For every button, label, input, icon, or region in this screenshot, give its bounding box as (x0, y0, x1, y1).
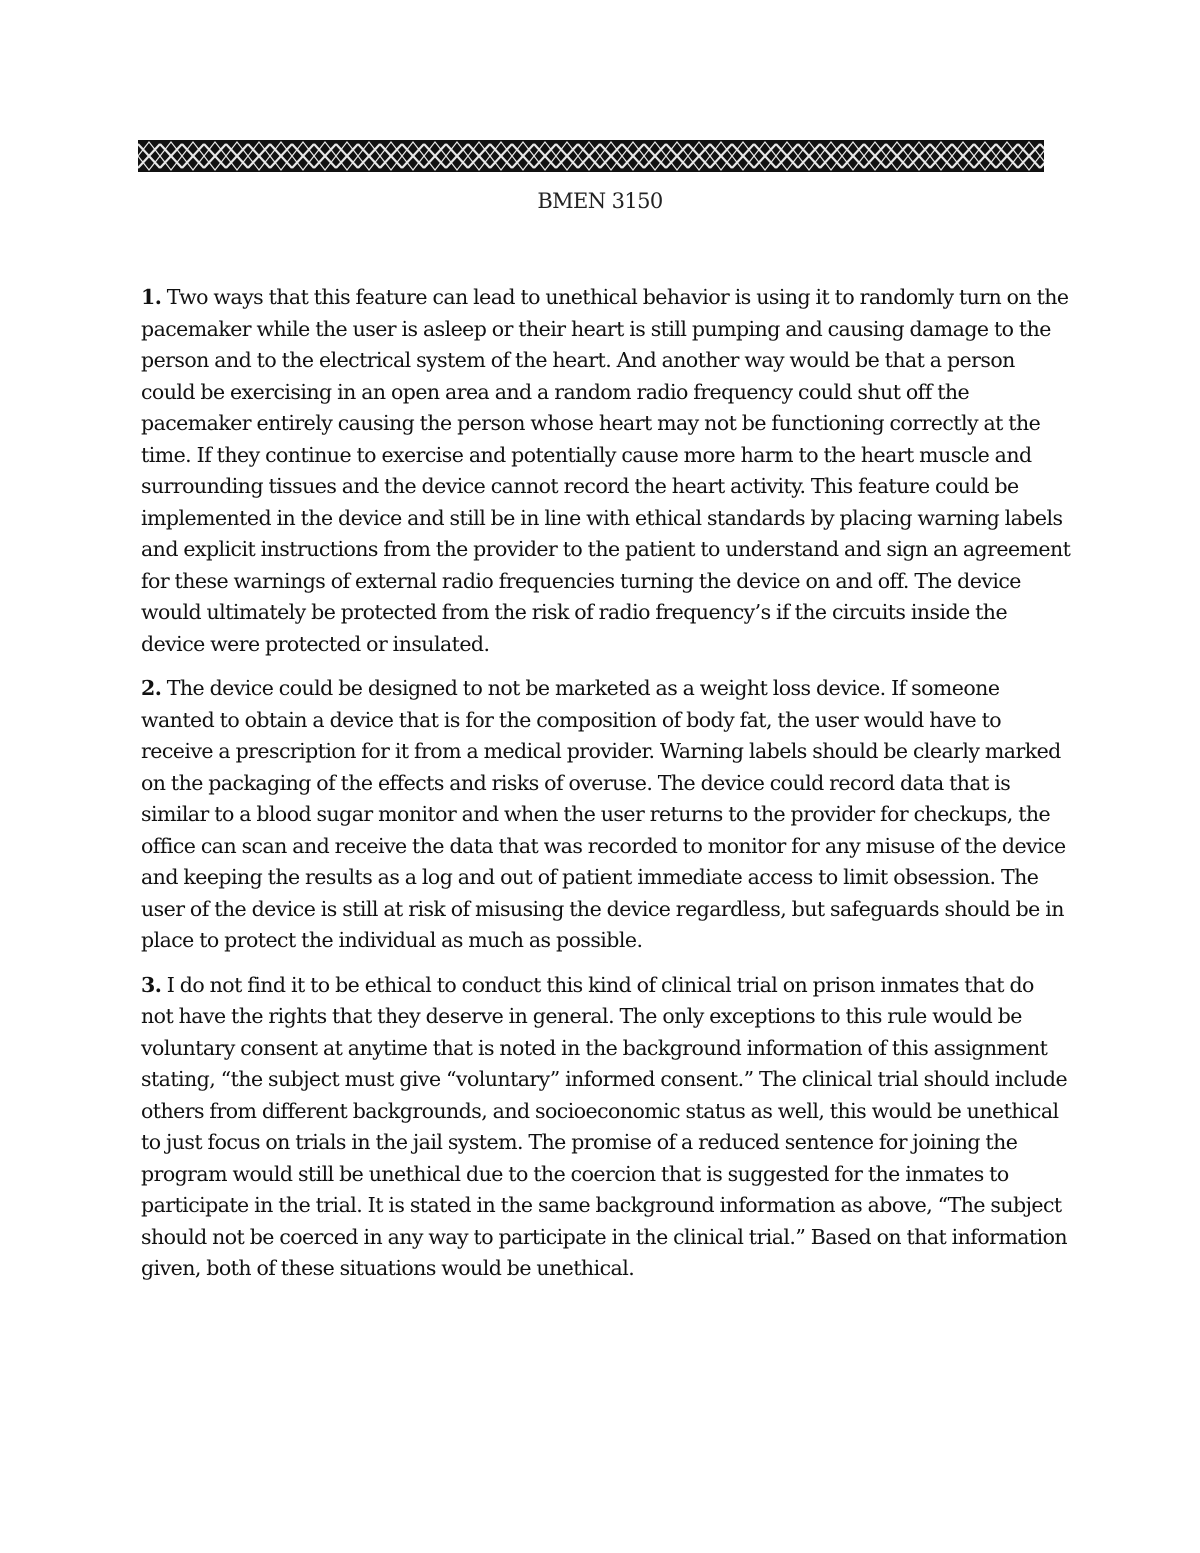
decorative-header-band (138, 140, 1044, 172)
answer-text: The device could be designed to not be marketed as a weight loss device. If someone wanted to obtain a device that is for the composition of body fat, the user would have to receive a prescription for it from a medical provider. Warning labels should be clearly marked on the packaging of the effects and risks of overuse. The device could record data that is similar to a blood sugar monitor and when the user returns to the provider for checkups, the office can scan and receive the data that was recorded to monitor for any misuse of the device and keeping the results as a log and out of patient immediate access to limit obsession. The user of the device is still at risk of misusing the device regardless, but safeguards should be in place to protect the individual as much as possible. (141, 676, 1066, 952)
answer-1 (141, 282, 1071, 660)
header-pattern (138, 140, 1044, 172)
answer-3 (141, 970, 1071, 1285)
course-code-heading: BMEN 3150 (537, 189, 663, 213)
answer-text: I do not find it to be ethical to conduct this kind of clinical trial on prison inmates that do not have the rights that they deserve in general. The only exceptions to this rule would be voluntary consent at anytime that is noted in the background information of this assignment stating, “the subject must give “voluntary” informed consent.” The clinical trial should include others from different backgrounds, and socioeconomic status as well, this would be unethical to just focus on trials in the jail system. The promise of a reduced sentence for joining the program would still be unethical due to the coercion that is suggested for the inmates to participate in the trial. It is stated in the same background information as above, “The subject should not be coerced in any way to participate in the clinical trial.” Based on that information given, both of these situations would be unethical. (141, 972, 1068, 1280)
answer-number: 3. (141, 972, 162, 997)
answer-number: 1. (141, 285, 162, 309)
answer-number: 2. (141, 676, 162, 700)
answer-2 (141, 673, 1071, 957)
answers-body (141, 282, 1071, 1298)
answer-text: Two ways that this feature can lead to unethical behavior is using it to randomly turn on the pacemaker while the user is asleep or their heart is still pumping and causing damage to the person and to the electrical system of the heart. And another way would be that a person could be exercising in an open area and a random radio frequency could shut off the pacemaker entirely causing the person whose heart may not be functioning correctly at the time. If they continue to exercise and potentially cause more harm to the heart muscle and surrounding tissues and the device cannot record the heart activity. This feature could be implemented in the device and still be in line with ethical standards by placing warning labels and explicit instructions from the provider to the patient to understand and sign an agreement for these warnings of external radio frequencies turning the device on and off. The device would ultimately be protected from the risk of radio frequency’s if the circuits inside the device were protected or insulated. (141, 285, 1071, 656)
